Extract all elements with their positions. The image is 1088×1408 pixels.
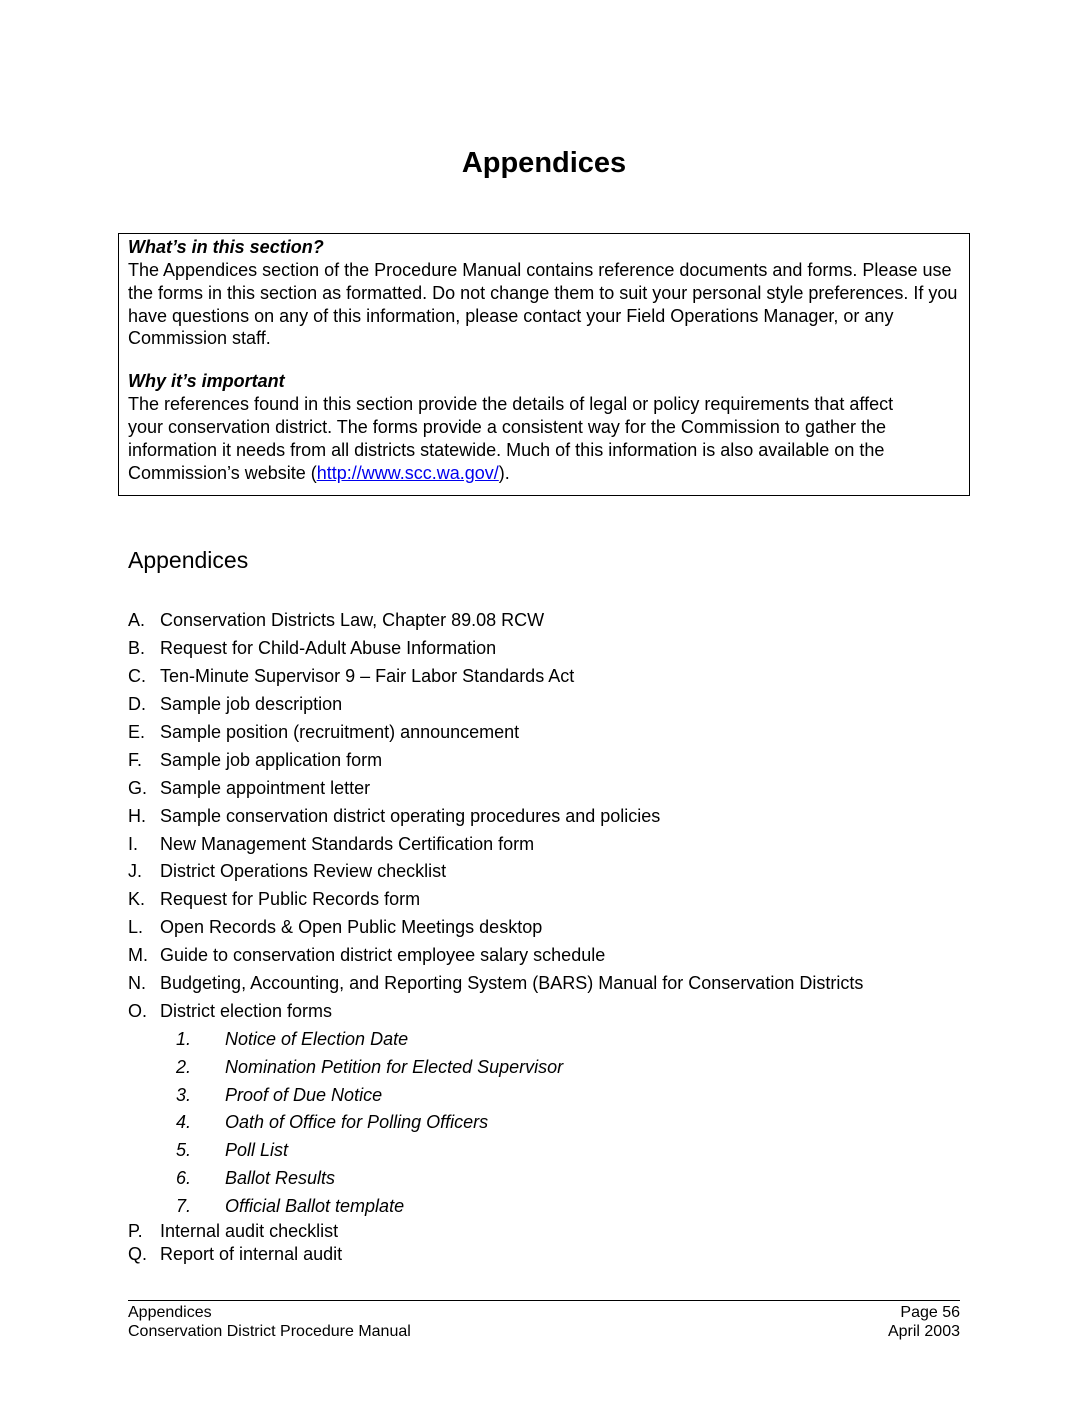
appendix-list	[128, 607, 863, 1266]
appendix-letter: C.	[128, 666, 146, 687]
appendix-label: Request for Child-Adult Abuse Information	[160, 638, 497, 659]
appendix-letter: H.	[128, 805, 146, 826]
page-footer	[128, 1300, 960, 1341]
appendix-item	[128, 663, 863, 691]
election-form-item	[128, 1165, 863, 1193]
why-important-line: information it needs from all districts statewide. Much of this information is also available on the	[128, 439, 885, 460]
appendix-item	[128, 886, 863, 914]
election-form-item	[128, 1137, 863, 1165]
page-title: Appendices	[461, 147, 627, 179]
appendix-item	[128, 607, 863, 635]
appendix-letter: E.	[128, 722, 146, 742]
why-important-line: your conservation district. The forms provide a consistent way for the Commission to gather the	[128, 416, 887, 437]
election-form-item	[128, 1081, 863, 1109]
appendix-label: Report of internal audit	[160, 1243, 343, 1264]
election-form-label: Oath of Office for Polling Officers	[225, 1112, 489, 1133]
why-important-heading: Why it’s important	[128, 371, 285, 392]
appendix-item	[128, 746, 863, 774]
appendix-label: Ten-Minute Supervisor 9 – Fair Labor Standards Act	[160, 666, 575, 687]
appendix-label: Request for Public Records form	[160, 889, 421, 910]
appendix-item	[128, 942, 863, 970]
appendix-letter: P.	[128, 1221, 143, 1242]
why-important-line: Commission’s website (	[128, 462, 317, 483]
appendix-letter: G.	[128, 777, 148, 798]
footer-page-number: Page 56	[900, 1304, 960, 1321]
appendix-label: Conservation Districts Law, Chapter 89.08 RCW	[160, 610, 545, 631]
appendix-label: Internal audit checklist	[160, 1221, 339, 1242]
appendix-item	[128, 914, 863, 942]
election-form-label: Poll List	[225, 1140, 289, 1161]
appendix-label: Sample job description	[160, 694, 343, 715]
appendix-letter: B.	[128, 638, 146, 659]
appendix-item	[128, 970, 863, 998]
appendix-label: New Management Standards Certification form	[160, 833, 535, 854]
appendix-letter: F.	[128, 749, 143, 770]
appendix-letter: M.	[128, 945, 148, 966]
election-form-item	[128, 1025, 863, 1053]
appendix-letter: I.	[128, 833, 139, 854]
appendix-item	[128, 1243, 863, 1266]
footer-section-name: Appendices	[128, 1304, 212, 1321]
election-form-number: 7.	[176, 1196, 192, 1217]
appendix-label: Open Records & Open Public Meetings desktop	[160, 917, 543, 938]
commission-website-link[interactable]: http://www.scc.wa.gov/	[316, 462, 499, 483]
election-form-number: 4.	[176, 1112, 192, 1133]
appendix-label: Budgeting, Accounting, and Reporting System (BARS) Manual for Conservation Districts	[160, 973, 864, 994]
appendix-label: Sample conservation district operating procedures and policies	[160, 805, 661, 826]
election-form-label: Ballot Results	[225, 1168, 336, 1189]
election-form-item	[128, 1109, 863, 1137]
appendix-label: Sample job application form	[160, 749, 383, 770]
appendix-label: Sample position (recruitment) announcement	[160, 722, 520, 742]
appendix-item	[128, 774, 863, 802]
whats-in-section-heading: What’s in this section?	[128, 237, 324, 257]
election-form-label: Nomination Petition for Elected Supervisor	[225, 1056, 564, 1077]
election-form-label: Proof of Due Notice	[225, 1084, 383, 1105]
appendix-letter: J.	[128, 861, 143, 882]
appendices-heading: Appendices	[128, 547, 249, 573]
election-form-number: 5.	[176, 1140, 192, 1161]
appendix-letter: A.	[128, 610, 146, 631]
appendix-label: District Operations Review checklist	[160, 861, 447, 882]
election-form-label: Official Ballot template	[225, 1196, 405, 1217]
election-form-number: 2.	[176, 1056, 192, 1077]
appendix-item	[128, 691, 863, 719]
election-form-label: Notice of Election Date	[225, 1028, 409, 1049]
election-form-number: 6.	[176, 1168, 192, 1189]
why-important-line-end: ).	[498, 462, 510, 483]
appendix-letter: Q.	[128, 1243, 148, 1264]
appendix-item	[128, 858, 863, 886]
appendix-item	[128, 830, 863, 858]
section-summary-box	[118, 233, 970, 496]
appendix-letter: O.	[128, 1000, 148, 1021]
appendix-letter: K.	[128, 889, 146, 910]
why-important-line: The references found in this section provide the details of legal or policy requirements that affect	[128, 394, 894, 415]
why-important-text	[128, 393, 961, 484]
footer-date: April 2003	[887, 1323, 960, 1340]
appendix-label: Guide to conservation district employee salary schedule	[160, 945, 606, 966]
appendix-item	[128, 997, 863, 1025]
appendix-letter: D.	[128, 694, 146, 715]
election-form-number: 1.	[176, 1028, 192, 1049]
appendix-item	[128, 1221, 863, 1244]
appendix-item	[128, 802, 863, 830]
election-form-item	[128, 1193, 863, 1221]
appendix-label: Sample appointment letter	[160, 777, 371, 798]
election-form-number: 3.	[176, 1084, 192, 1105]
appendix-item	[128, 719, 863, 747]
appendix-letter: N.	[128, 973, 146, 994]
appendix-label: District election forms	[160, 1000, 333, 1021]
footer-manual-title: Conservation District Procedure Manual	[128, 1323, 411, 1340]
appendix-letter: L.	[128, 917, 144, 938]
whats-in-section-text: The Appendices section of the Procedure Manual contains reference documents and forms. Please use the forms in this section as formatted. Do not change them to suit your personal style preferences. If you have questions on any of this information, please contact your Field Operations Manager, or any Commission staff.	[128, 260, 958, 349]
election-form-item	[128, 1053, 863, 1081]
appendix-item	[128, 635, 863, 663]
